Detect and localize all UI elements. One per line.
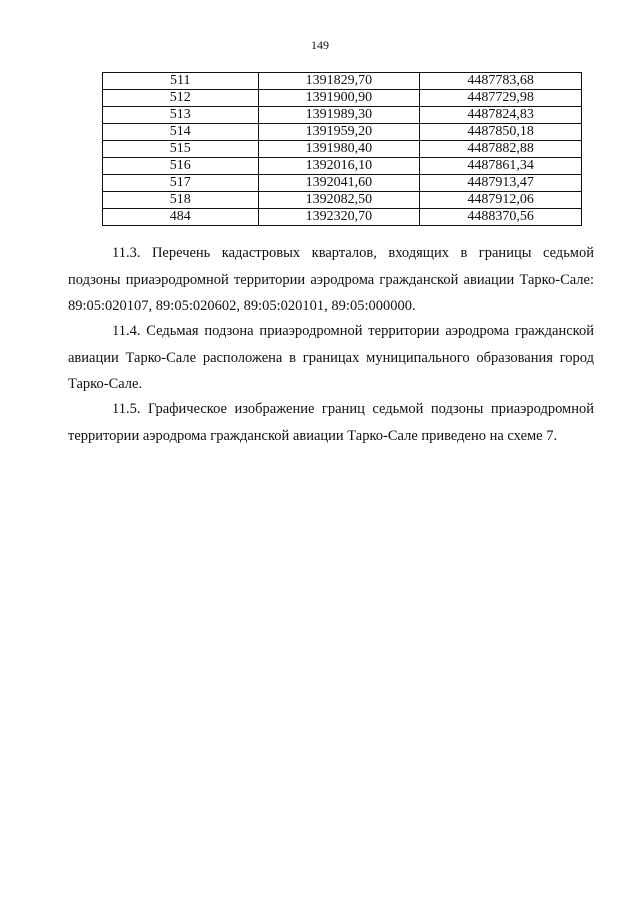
table-row [103, 90, 582, 107]
coordinates-table [102, 72, 582, 226]
point-number-cell: 484 [103, 209, 259, 226]
paragraph-11-5: 11.5. Графическое изображение границ седьмой подзоны приаэродромной территории аэродрома гражданской авиации Тарко-Сале приведено на схеме 7. [68, 401, 594, 444]
table-row [103, 209, 582, 226]
table-row [103, 175, 582, 192]
y-coordinate-cell: 4487850,18 [420, 124, 582, 141]
x-coordinate-cell: 1392016,10 [258, 158, 420, 175]
table-row [103, 192, 582, 209]
x-coordinate-cell: 1392082,50 [258, 192, 420, 209]
table-row [103, 141, 582, 158]
x-coordinate-cell: 1391900,90 [258, 90, 420, 107]
y-coordinate-cell: 4487913,47 [420, 175, 582, 192]
point-number-cell: 513 [103, 107, 259, 124]
table-row [103, 107, 582, 124]
x-coordinate-cell: 1391980,40 [258, 141, 420, 158]
point-number-cell: 515 [103, 141, 259, 158]
point-number-cell: 516 [103, 158, 259, 175]
point-number-cell: 514 [103, 124, 259, 141]
y-coordinate-cell: 4487729,98 [420, 90, 582, 107]
y-coordinate-cell: 4487861,34 [420, 158, 582, 175]
x-coordinate-cell: 1391989,30 [258, 107, 420, 124]
x-coordinate-cell: 1391829,70 [258, 73, 420, 90]
y-coordinate-cell: 4487912,06 [420, 192, 582, 209]
paragraph-11-4: 11.4. Седьмая подзона приаэродромной территории аэродрома гражданской авиации Тарко-Сале расположена в границах муниципального образования город Тарко-Сале. [68, 323, 594, 392]
point-number-cell: 511 [103, 73, 259, 90]
x-coordinate-cell: 1392041,60 [258, 175, 420, 192]
point-number-cell: 518 [103, 192, 259, 209]
y-coordinate-cell: 4487824,83 [420, 107, 582, 124]
table-row [103, 124, 582, 141]
point-number-cell: 512 [103, 90, 259, 107]
table-row [103, 158, 582, 175]
y-coordinate-cell: 4487783,68 [420, 73, 582, 90]
page-number: 149 [311, 38, 329, 52]
paragraph-11-3: 11.3. Перечень кадастровых кварталов, входящих в границы седьмой подзоны приаэродромной территории аэродрома гражданской авиации Тарко-Сале: 89:05:020107, 89:05:020602, 89:05:020101, 89:05:000000. [68, 245, 594, 314]
y-coordinate-cell: 4487882,88 [420, 141, 582, 158]
table-row [103, 73, 582, 90]
x-coordinate-cell: 1391959,20 [258, 124, 420, 141]
y-coordinate-cell: 4488370,56 [420, 209, 582, 226]
x-coordinate-cell: 1392320,70 [258, 209, 420, 226]
point-number-cell: 517 [103, 175, 259, 192]
